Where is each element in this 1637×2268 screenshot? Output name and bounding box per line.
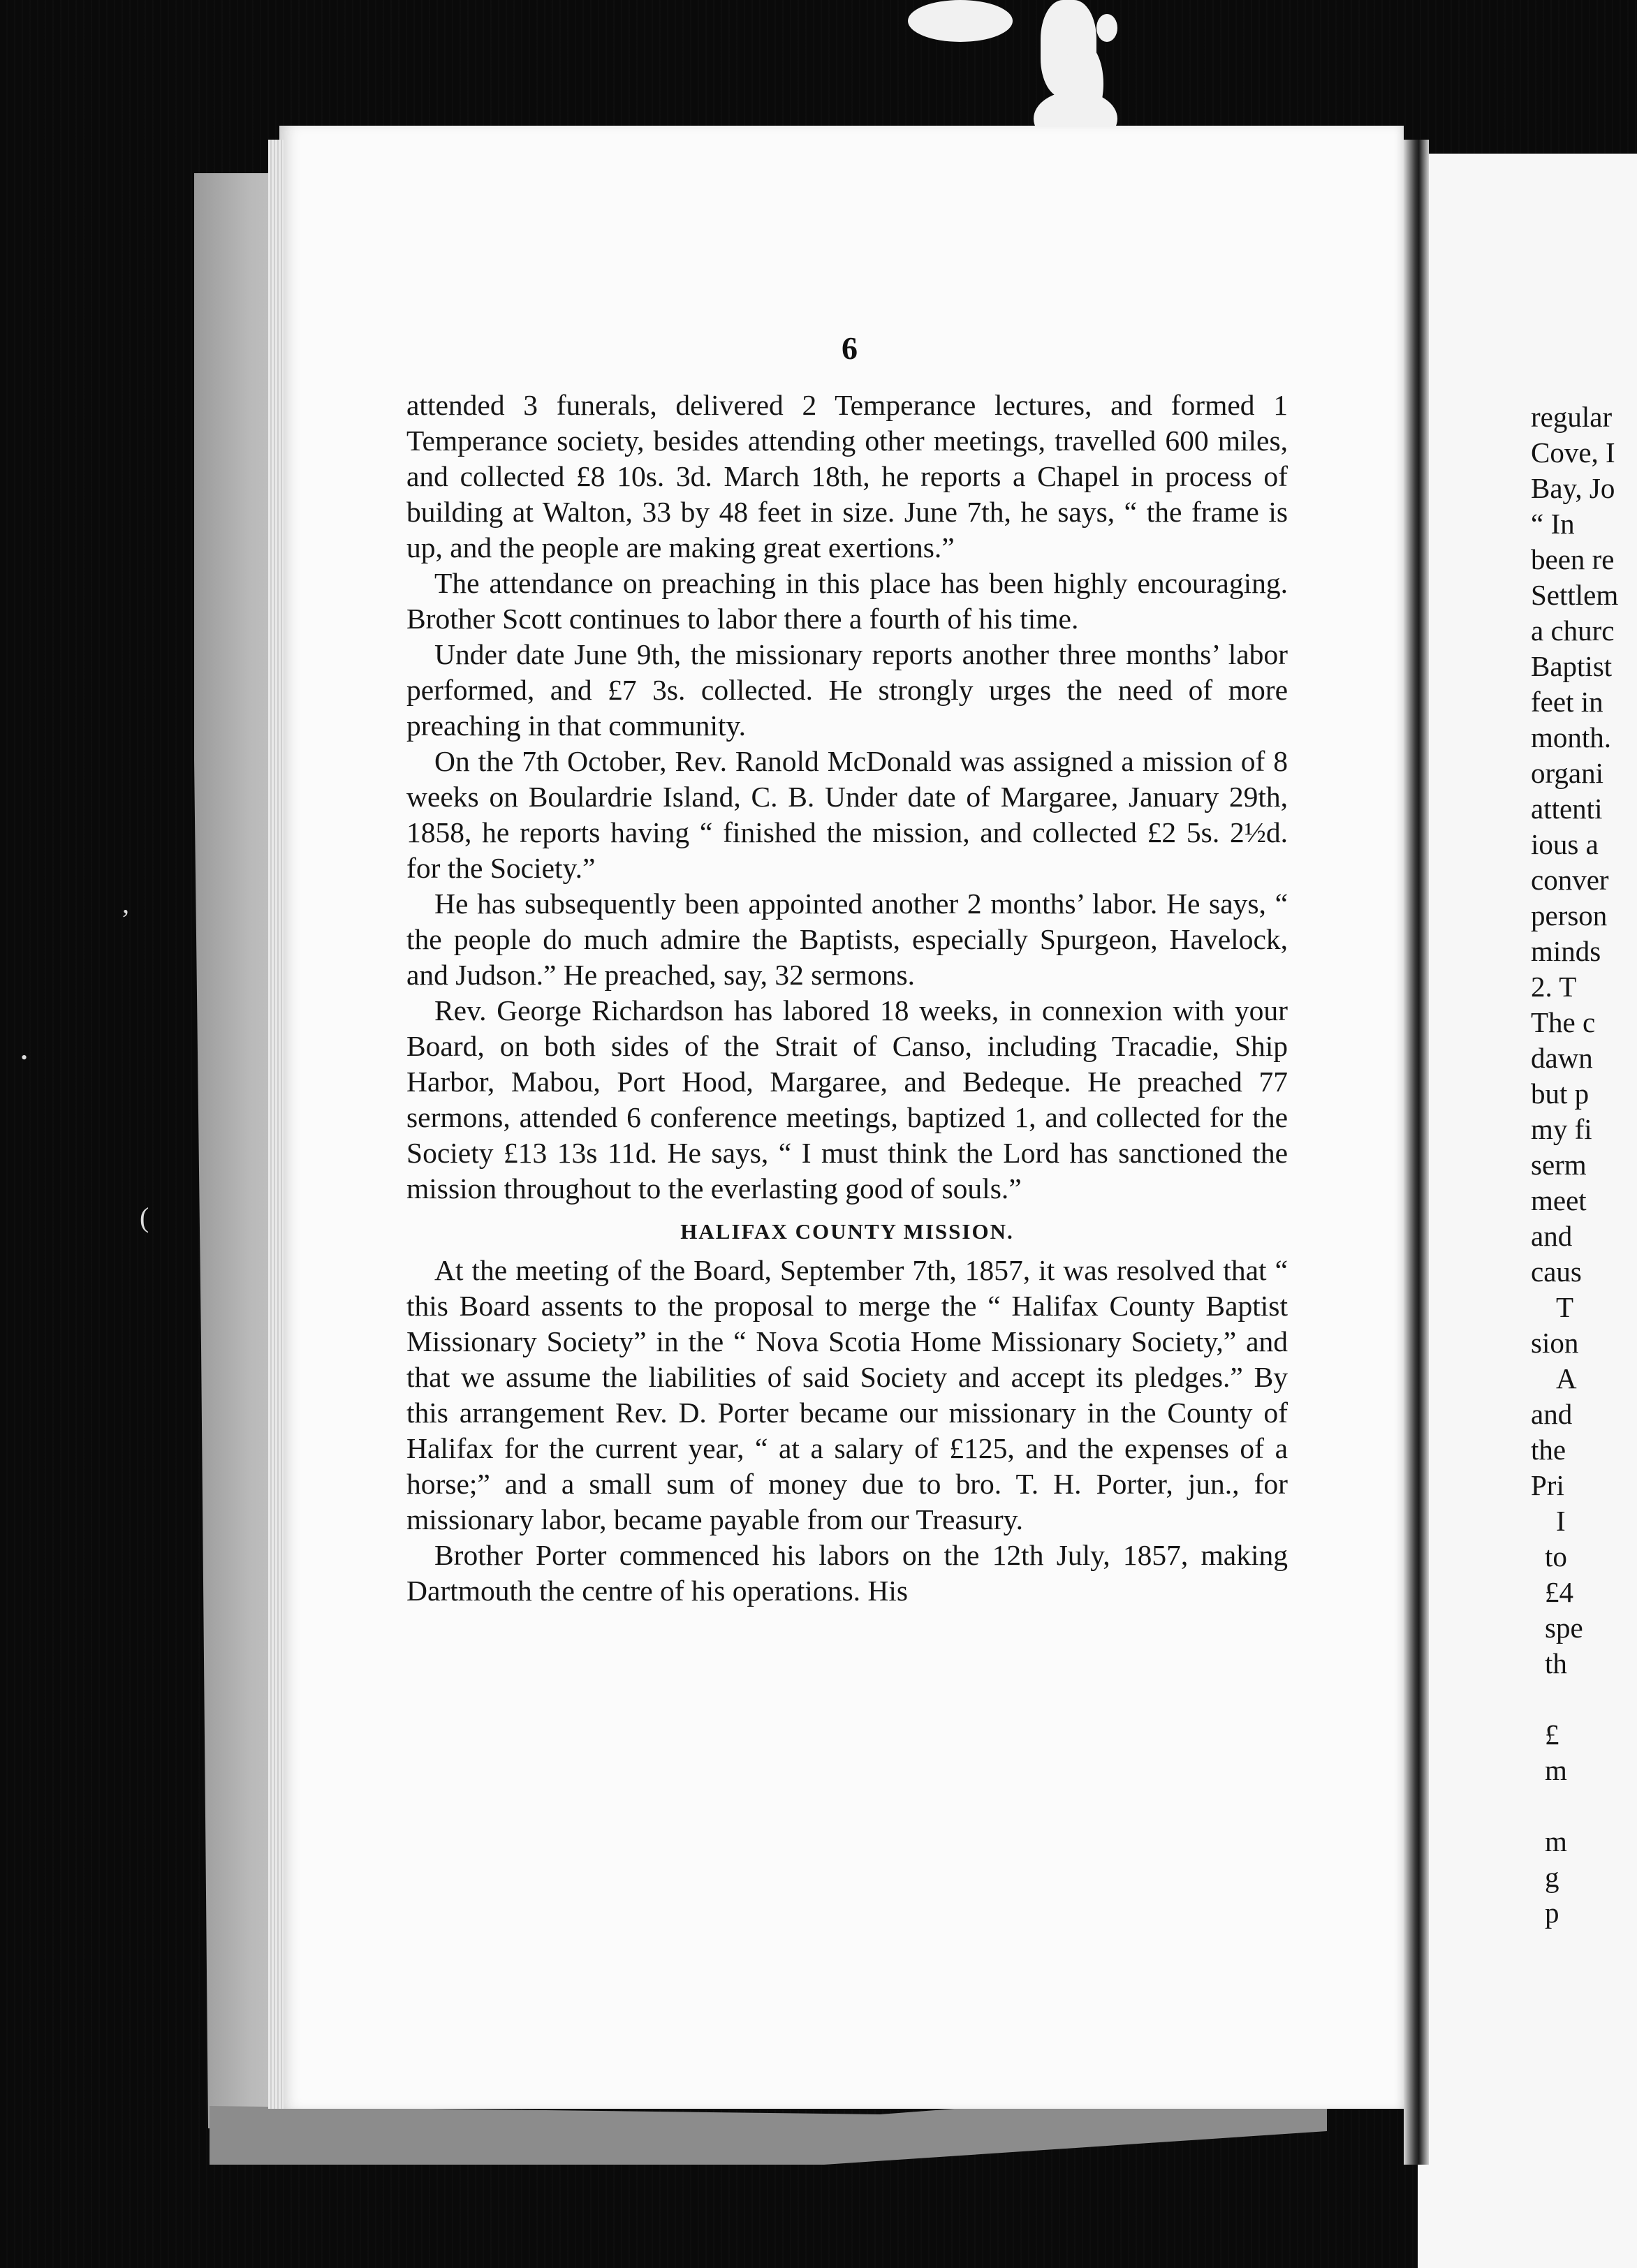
- right-page-line: m: [1545, 1825, 1567, 1857]
- right-page-line: ious a: [1531, 828, 1599, 860]
- right-page-line: feet in: [1531, 686, 1603, 718]
- right-page-line: 2. T: [1531, 971, 1577, 1003]
- right-page-line: £4: [1545, 1576, 1573, 1608]
- right-page-line: and: [1531, 1220, 1573, 1252]
- right-page-line: dawn: [1531, 1042, 1593, 1074]
- page-stack-edge: [268, 140, 284, 2109]
- right-page-line: the: [1531, 1434, 1566, 1466]
- paragraph-6: Rev. George Richardson has labored 18 weeks, in connexion with your Board, on both sides of the Strait of Canso, including Tracadie, Ship Harbor, Mabou, Port Hood, Margaree, and Bedeque. He preached 77 sermons, attended 6 conference meetings, baptized 1, and collected for the Society £13 13s 11d. He says, “ I must think the Lord has sanctioned the mission throughout to the everlasting good of souls.”: [406, 994, 1288, 1205]
- right-page-line: g: [1545, 1861, 1559, 1893]
- paragraph-3: Under date June 9th, the missionary reports another three months’ labor performed, and £7 3s. collected. He strongly urges the need of more preaching in that community.: [406, 638, 1288, 742]
- scan-speck: •: [21, 1047, 28, 1068]
- right-page-line: a churc: [1531, 614, 1615, 647]
- right-page-line: Cove, I: [1531, 436, 1615, 469]
- right-page-line: attenti: [1531, 793, 1603, 825]
- right-page-line: [1531, 1681, 1637, 1717]
- scan-speck: ,: [122, 888, 129, 919]
- right-page-line: person: [1531, 899, 1608, 932]
- right-page-line: The c: [1531, 1006, 1596, 1038]
- scan-speck: (: [140, 1202, 149, 1233]
- right-page-line: A: [1556, 1362, 1577, 1394]
- paragraph-1: attended 3 funerals, delivered 2 Temperance lectures, and formed 1 Temperance society, besides attending other meetings, travelled 600 miles, and collected £8 10s. 3d. March 18th, he reports a Chapel in process of building at Walton, 33 by 48 feet in size. June 7th, he says, “ the frame is up, and the people are making great exertions.”: [406, 389, 1288, 564]
- right-page-line: month.: [1531, 721, 1612, 753]
- right-page-line: organi: [1531, 757, 1604, 789]
- right-page-line: serm: [1531, 1149, 1587, 1181]
- paragraph-8: Brother Porter commenced his labors on the 12th July, 1857, making Dartmouth the centre of his operations. His: [406, 1539, 1288, 1607]
- right-page-line: p: [1545, 1897, 1559, 1929]
- book-gutter: [1404, 140, 1429, 2165]
- right-page-line: Settlem: [1531, 579, 1619, 611]
- right-page-line: [1531, 1788, 1637, 1824]
- right-page-line: “ In: [1531, 508, 1575, 540]
- right-page-line: Baptist: [1531, 650, 1613, 682]
- paragraph-7: At the meeting of the Board, September 7th, 1857, it was resolved that “ this Board assents to the proposal to merge the “ Halifax County Baptist Missionary Society” in the “ Nova Scotia Home Missionary Society,” and that we assume the liabilities of said Society and accept its pledges.” By this arrangement Rev. D. Porter became our missionary in the County of Halifax for the current year, “ at a salary of £125, and the expenses of a horse;” and a small sum of money due to bro. T. H. Porter, jun., for missionary labor, became payable from our Treasury.: [406, 1254, 1288, 1536]
- right-page-line: £: [1545, 1718, 1559, 1751]
- page-number: 6: [842, 330, 858, 366]
- right-page-line: been re: [1531, 543, 1615, 575]
- right-page-text: [1531, 399, 1637, 1931]
- right-page-line: spe: [1545, 1612, 1583, 1644]
- section-heading: HALIFAX COUNTY MISSION.: [680, 1219, 1014, 1244]
- right-page-line: m: [1545, 1754, 1567, 1786]
- right-page-line: I: [1556, 1505, 1566, 1537]
- paragraph-2: The attendance on preaching in this place has been highly encouraging. Brother Scott continues to labor there a fourth of his time.: [406, 567, 1288, 635]
- paper-fragment: [1096, 14, 1117, 42]
- right-page-line: Bay, Jo: [1531, 472, 1615, 504]
- right-page-line: my fi: [1531, 1113, 1592, 1145]
- right-page-line: minds: [1531, 935, 1601, 967]
- right-page-line: caus: [1531, 1256, 1582, 1288]
- paragraph-4: On the 7th October, Rev. Ranold McDonald was assigned a mission of 8 weeks on Boulardrie Island, C. B. Under date of Margaree, January 29th, 1858, he reports having “ finished the mission, and collected £2 5s. 2½d. for the Society.”: [406, 745, 1288, 884]
- right-page-line: th: [1545, 1647, 1567, 1679]
- right-page-line: to: [1545, 1540, 1567, 1573]
- right-page-line: and: [1531, 1398, 1573, 1430]
- main-text-column: [406, 388, 1288, 1609]
- right-page-line: regular: [1531, 401, 1613, 433]
- right-page-line: sion: [1531, 1327, 1579, 1359]
- right-page-line: Pri: [1531, 1469, 1564, 1501]
- right-page-line: but p: [1531, 1077, 1590, 1110]
- paper-fragment: [908, 0, 1013, 42]
- right-page-line: meet: [1531, 1184, 1587, 1216]
- right-page-line: conver: [1531, 864, 1609, 896]
- right-page-line: T: [1556, 1291, 1574, 1323]
- paragraph-5: He has subsequently been appointed another 2 months’ labor. He says, “ the people do much admire the Baptists, especially Spurgeon, Havelock, and Judson.” He preached, say, 32 sermons.: [406, 888, 1288, 991]
